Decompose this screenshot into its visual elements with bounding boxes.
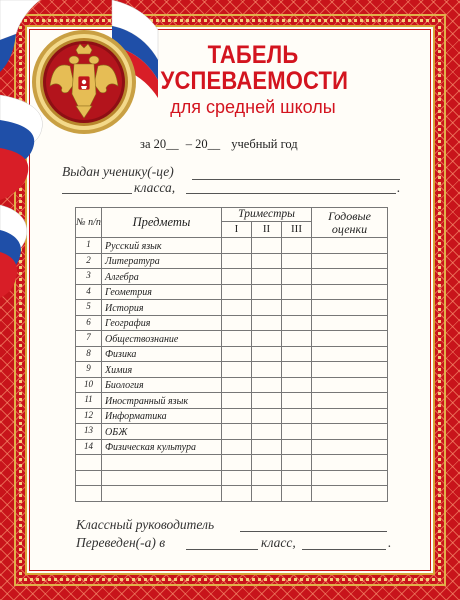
trimester-1-grade-cell[interactable] [222,284,252,300]
row-number: 7 [76,331,102,347]
table-row [76,315,388,331]
table-row [76,408,388,424]
teacher-label: Классный руководитель [76,517,215,532]
teacher-name-blank[interactable] [240,531,387,532]
trimester-2-grade-cell[interactable] [252,315,282,331]
footer-end-dot: . [388,535,392,550]
year-grade-cell[interactable] [312,269,388,285]
subject-name: Русский язык [102,238,222,254]
trimester-2-grade-cell[interactable] [252,424,282,440]
subject-name: Химия [102,362,222,378]
trimester-2-grade-cell[interactable] [252,238,282,254]
row-number: 10 [76,377,102,393]
trimester-3-grade-cell[interactable] [282,269,312,285]
transfer-class-blank[interactable] [186,549,258,550]
table-row [76,300,388,316]
subject-name: Биология [102,377,222,393]
subject-name: Обществознание [102,331,222,347]
trimester-3-grade-cell[interactable] [282,331,312,347]
table-row [76,424,388,440]
subject-name: Физическая культура [102,439,222,455]
trimester-3-grade-cell[interactable] [282,284,312,300]
trimester-3-grade-cell[interactable] [282,315,312,331]
year-grade-cell[interactable] [312,424,388,440]
trimester-1-grade-cell[interactable] [222,253,252,269]
year-grade-cell[interactable] [312,346,388,362]
table-row [76,486,388,502]
trimester-3-grade-cell[interactable] [282,300,312,316]
year-grade-cell[interactable] [312,377,388,393]
subject-name [102,455,222,471]
trimester-1-grade-cell[interactable] [222,455,252,471]
year-grade-cell[interactable] [312,331,388,347]
trimester-3-grade-cell[interactable] [282,408,312,424]
trimester-3-grade-cell[interactable] [282,377,312,393]
subject-name: Алгебра [102,269,222,285]
trimester-2-grade-cell[interactable] [252,377,282,393]
table-row [76,393,388,409]
transfer-class-label: класс, [261,535,296,550]
table-row [76,253,388,269]
year-grade-cell[interactable] [312,253,388,269]
trimester-2-grade-cell[interactable] [252,300,282,316]
year-grade-cell[interactable] [312,300,388,316]
issued-end-dot: . [397,180,401,195]
trimester-1-header: I [222,222,252,238]
subject-name: Информатика [102,408,222,424]
trimester-2-grade-cell[interactable] [252,455,282,471]
row-number: 3 [76,269,102,285]
trimester-2-grade-cell[interactable] [252,362,282,378]
year-grade-cell[interactable] [312,238,388,254]
col-trimesters-header: Триместры [222,208,312,222]
trimester-1-grade-cell[interactable] [222,393,252,409]
year-grade-cell[interactable] [312,362,388,378]
trimester-1-grade-cell[interactable] [222,331,252,347]
year-grade-cell[interactable] [312,439,388,455]
year-grade-cell[interactable] [312,284,388,300]
trimester-2-grade-cell[interactable] [252,346,282,362]
trimester-2-grade-cell[interactable] [252,439,282,455]
title-line-2: УСПЕВАЕМОСТИ [160,67,349,95]
transfer-date-blank[interactable] [302,549,386,550]
year-grade-cell[interactable] [312,408,388,424]
table-row [76,377,388,393]
col-num-header: № п/п [76,208,102,238]
page-title [160,41,349,95]
year-grade-cell[interactable] [312,455,388,471]
trimester-1-grade-cell[interactable] [222,300,252,316]
trimester-2-grade-cell[interactable] [252,470,282,486]
trimester-1-grade-cell[interactable] [222,269,252,285]
student-label: Выдан ученику(-це) [62,164,174,179]
year-grade-cell[interactable] [312,315,388,331]
table-row [76,238,388,254]
year-grade-cell[interactable] [312,486,388,502]
subject-name: Иностранный язык [102,393,222,409]
row-number: 2 [76,253,102,269]
title-line-1: ТАБЕЛЬ [207,41,299,69]
class-label: класса, [134,180,176,195]
school-year-line [140,137,370,152]
trimester-3-grade-cell[interactable] [282,393,312,409]
trimester-2-grade-cell[interactable] [252,486,282,502]
row-number [76,486,102,502]
table-row [76,346,388,362]
trimester-1-grade-cell[interactable] [222,439,252,455]
subject-name [102,486,222,502]
school-name-blank[interactable] [186,193,396,194]
trimester-3-grade-cell[interactable] [282,424,312,440]
subject-name: Геометрия [102,284,222,300]
trimester-3-grade-cell[interactable] [282,346,312,362]
subject-name [102,470,222,486]
trimester-3-header: III [282,222,312,238]
grades-table [75,207,388,502]
trimester-2-grade-cell[interactable] [252,393,282,409]
trimester-3-grade-cell[interactable] [282,238,312,254]
year-dash: – 20__ [185,137,221,151]
year-grade-cell[interactable] [312,470,388,486]
row-number: 12 [76,408,102,424]
trimester-3-grade-cell[interactable] [282,455,312,471]
year-suffix: учебный год [231,137,298,151]
trimester-1-grade-cell[interactable] [222,315,252,331]
trimester-1-grade-cell[interactable] [222,470,252,486]
subject-name: История [102,300,222,316]
table-row [76,362,388,378]
trimester-1-grade-cell[interactable] [222,424,252,440]
trimester-1-grade-cell[interactable] [222,408,252,424]
col-subject-header: Предметы [102,208,222,238]
trimester-2-grade-cell[interactable] [252,331,282,347]
table-row [76,269,388,285]
trimester-2-grade-cell[interactable] [252,284,282,300]
row-number: 1 [76,238,102,254]
row-number: 11 [76,393,102,409]
table-row [76,455,388,471]
table-row [76,331,388,347]
trimester-1-grade-cell[interactable] [222,346,252,362]
russian-coat-of-arms-icon [30,28,138,136]
year-prefix: за 20__ [140,137,179,151]
trimester-2-header: II [252,222,282,238]
row-number: 5 [76,300,102,316]
col-year-header: Годовые оценки [312,208,388,238]
table-row [76,439,388,455]
row-number: 14 [76,439,102,455]
student-name-blank[interactable] [192,179,400,180]
subject-name: Литература [102,253,222,269]
page-subtitle: для средней школы [170,97,336,117]
class-number-blank[interactable] [62,193,132,194]
row-number: 9 [76,362,102,378]
trimester-1-grade-cell[interactable] [222,486,252,502]
subject-name: ОБЖ [102,424,222,440]
table-row [76,284,388,300]
row-number [76,455,102,471]
table-row [76,470,388,486]
trimester-3-grade-cell[interactable] [282,362,312,378]
row-number [76,470,102,486]
transfer-label: Переведен(-а) в [76,535,166,550]
trimester-3-grade-cell[interactable] [282,439,312,455]
trimester-3-grade-cell[interactable] [282,486,312,502]
subject-name: Физика [102,346,222,362]
row-number: 6 [76,315,102,331]
trimester-2-grade-cell[interactable] [252,408,282,424]
row-number: 13 [76,424,102,440]
subject-name: География [102,315,222,331]
trimester-1-grade-cell[interactable] [222,377,252,393]
year-grade-cell[interactable] [312,393,388,409]
trimester-2-grade-cell[interactable] [252,269,282,285]
trimester-2-grade-cell[interactable] [252,253,282,269]
trimester-1-grade-cell[interactable] [222,238,252,254]
trimester-3-grade-cell[interactable] [282,253,312,269]
trimester-1-grade-cell[interactable] [222,362,252,378]
trimester-3-grade-cell[interactable] [282,470,312,486]
row-number: 4 [76,284,102,300]
row-number: 8 [76,346,102,362]
